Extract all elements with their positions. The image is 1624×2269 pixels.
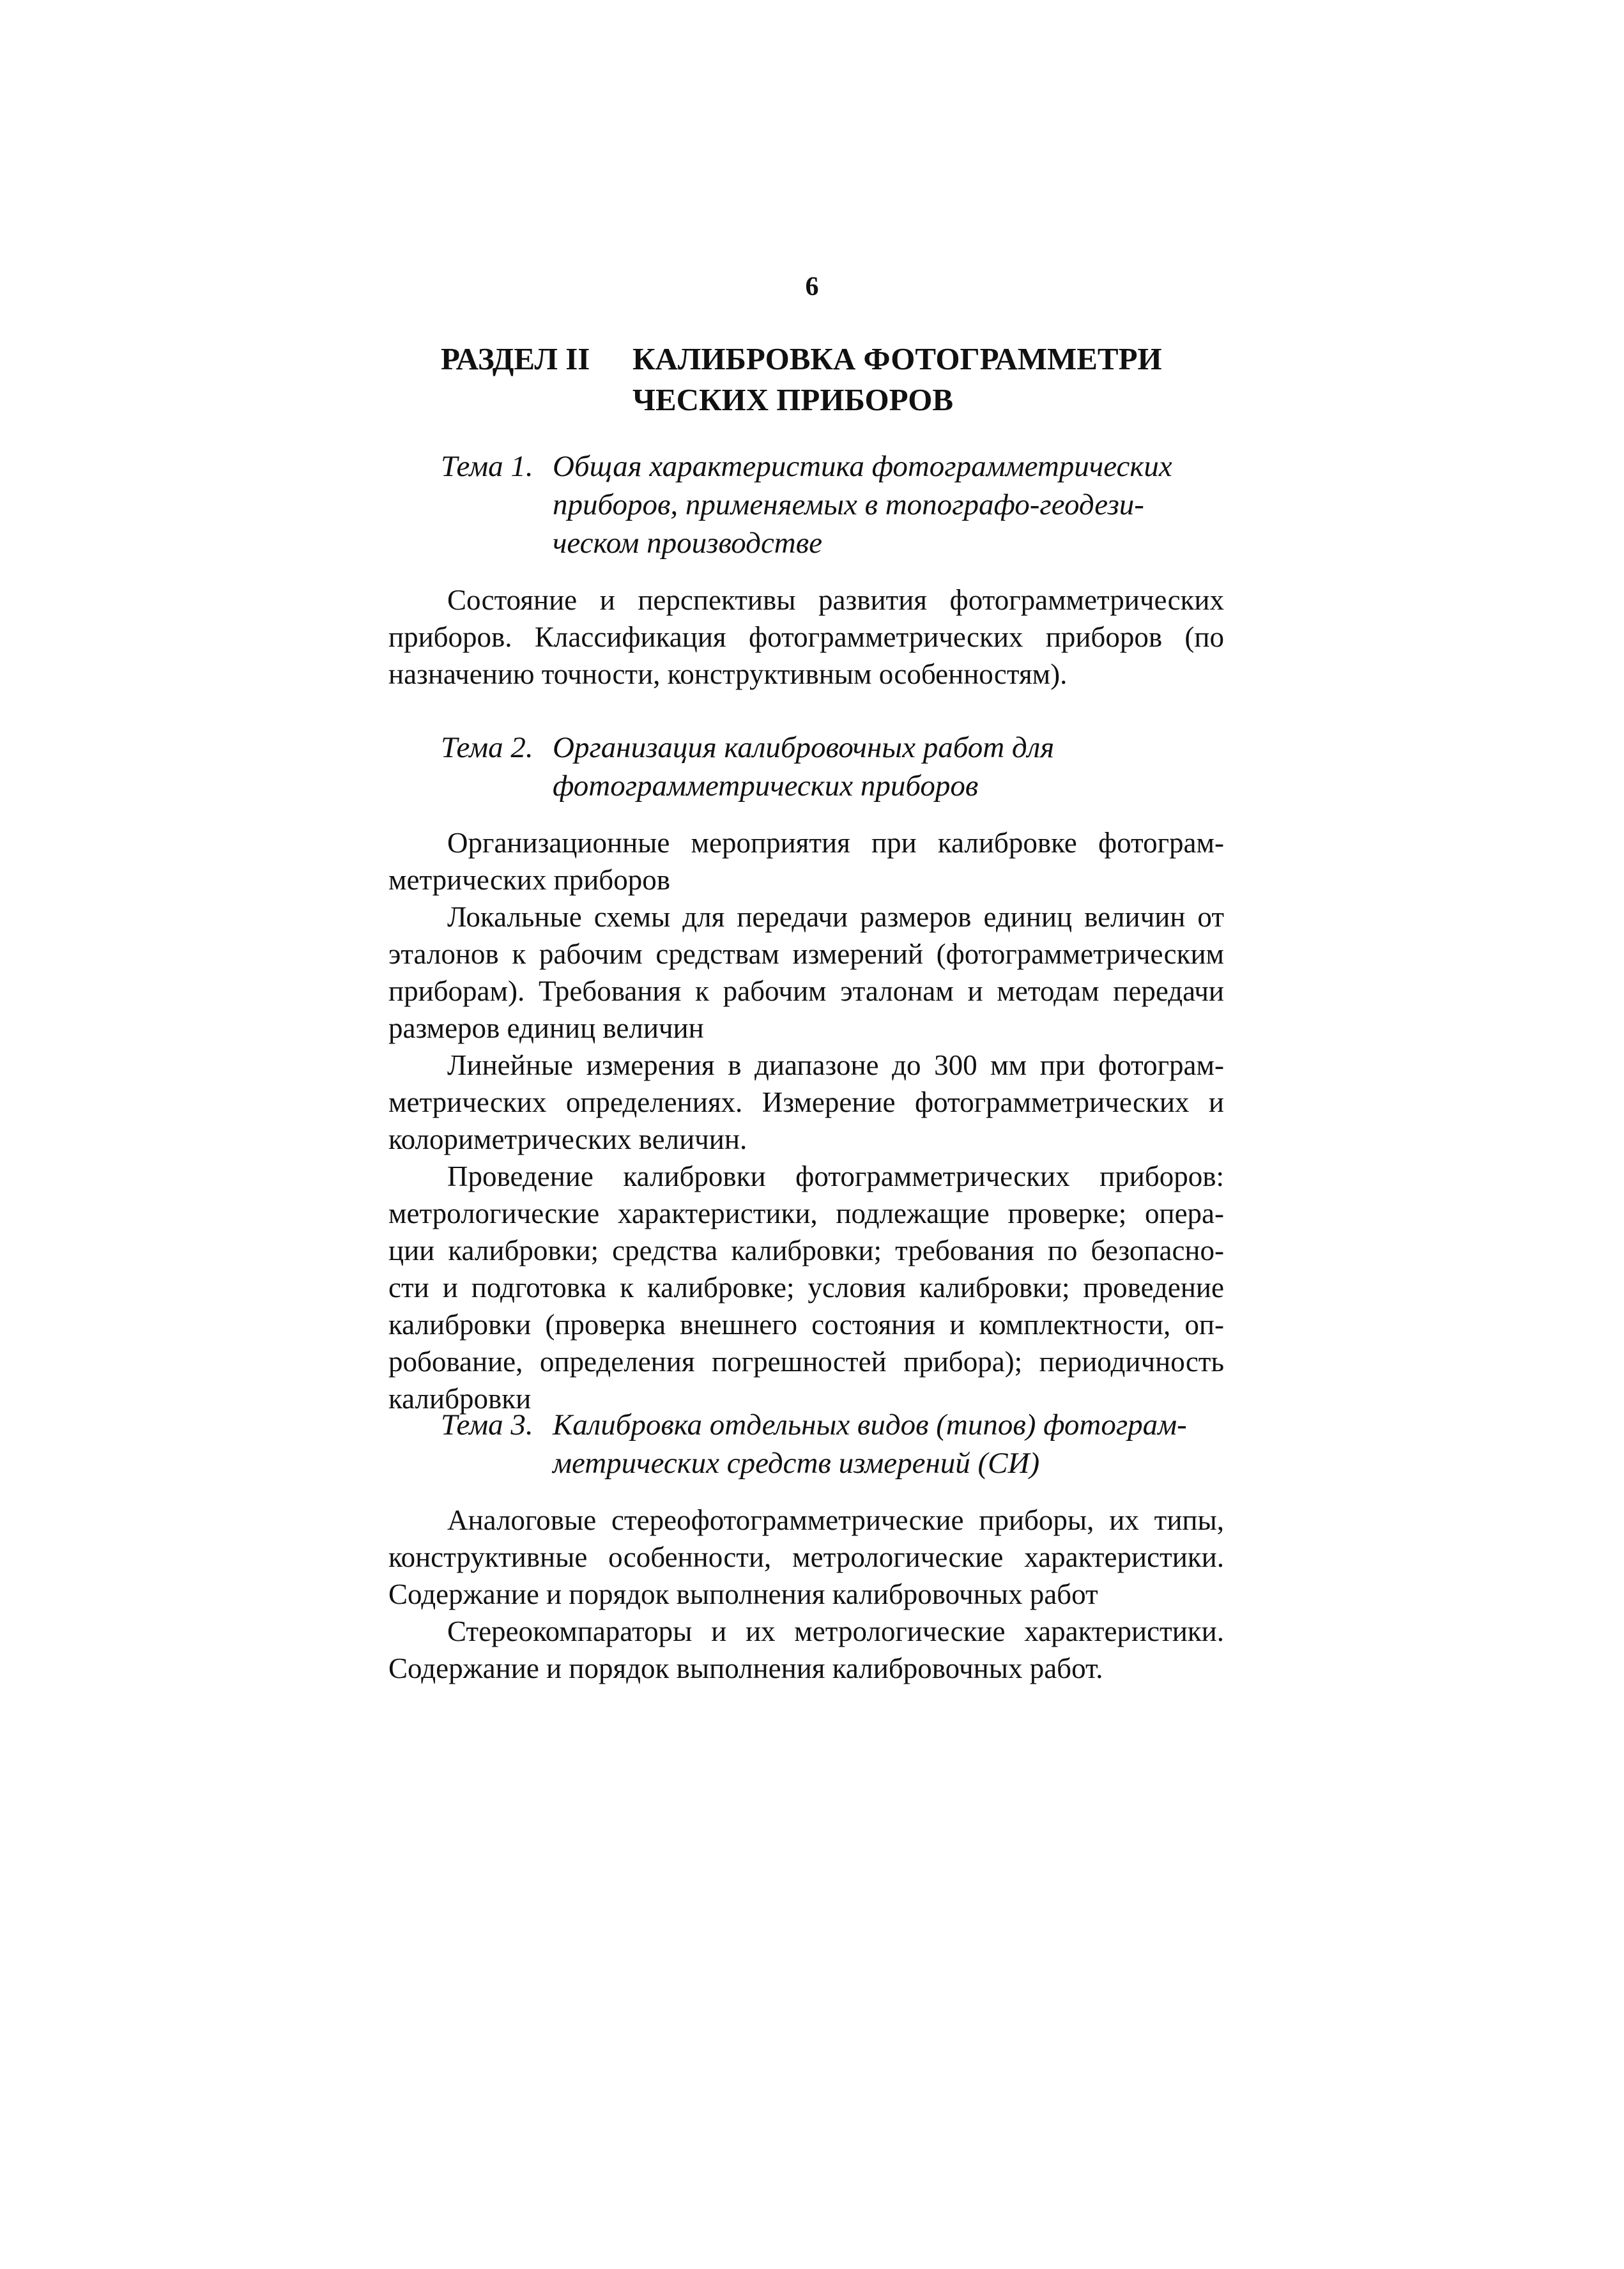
- text-line: Стереокомпараторы и их метрологические характеристики.: [447, 1615, 1224, 1647]
- text-line: назначению точности, конструктивным особенностям).: [388, 658, 1068, 690]
- text-line: Проведение калибровки фотограмметрических приборов:: [447, 1160, 1224, 1192]
- topic-title-line: Калибровка отдельных видов (типов) фотограм-: [553, 1408, 1187, 1442]
- text-line: Локальные схемы для передачи размеров единиц величин от: [447, 901, 1224, 933]
- text-line: ции калибровки; средства калибровки; требования по безопасно-: [388, 1234, 1224, 1266]
- text-line: Состояние и перспективы развития фотограмметрических: [447, 584, 1224, 616]
- topic-title-line: Организация калибровочных работ для: [553, 731, 1055, 764]
- paragraph: [388, 1047, 1224, 1158]
- text-line: калибровки (проверка внешнего состояния и комплектности, оп-: [388, 1309, 1224, 1341]
- text-line: конструктивные особенности, метрологические характеристики.: [388, 1541, 1224, 1573]
- text-line: сти и подготовка к калибровке; условия калибровки; проведение: [388, 1272, 1224, 1304]
- topic-label: Тема 2.: [441, 731, 533, 764]
- paragraph: [388, 1158, 1224, 1417]
- topic-title-line: ческом производстве: [553, 527, 823, 560]
- paragraph: [388, 824, 1224, 898]
- text-line: метрологические характеристики, подлежащие проверке; опера-: [388, 1197, 1224, 1229]
- text-line: калибровки: [388, 1383, 532, 1415]
- paragraph: [388, 898, 1224, 1047]
- topic-title-line: Общая характеристика фотограмметрических: [553, 450, 1172, 483]
- topic-title-line: метрических средств измерений (СИ): [553, 1447, 1040, 1480]
- section-title-line: ЧЕСКИХ ПРИБОРОВ: [632, 382, 954, 417]
- topic-label: Тема 1.: [441, 450, 533, 483]
- topic-body: [388, 581, 1224, 693]
- paragraph: [388, 581, 1224, 693]
- text-line: размеров единиц величин: [388, 1012, 704, 1044]
- section-label: РАЗДЕЛ II: [441, 341, 590, 376]
- topic-title-line: фотограмметрических приборов: [553, 769, 979, 803]
- paragraph: [388, 1613, 1224, 1687]
- text-line: Организационные мероприятия при калибровке фотограм-: [447, 827, 1224, 859]
- text-line: эталонов к рабочим средствам измерений (фотограмметрическим: [388, 938, 1224, 970]
- text-line: колориметрических величин.: [388, 1123, 747, 1155]
- text-line: Содержание и порядок выполнения калибровочных работ.: [388, 1652, 1103, 1684]
- section-title-line: КАЛИБРОВКА ФОТОГРАММЕТРИ: [632, 341, 1162, 376]
- text-line: Содержание и порядок выполнения калибровочных работ: [388, 1578, 1098, 1610]
- topic-body: [388, 824, 1224, 1417]
- text-line: приборам). Требования к рабочим эталонам и методам передачи: [388, 975, 1224, 1007]
- page-number: 6: [805, 272, 819, 302]
- paragraph: [388, 1502, 1224, 1613]
- topic-body: [388, 1502, 1224, 1687]
- text-line: метрических определениях. Измерение фотограмметрических и: [388, 1086, 1224, 1118]
- text-line: робование, определения погрешностей прибора); периодичность: [388, 1346, 1224, 1378]
- topic-label: Тема 3.: [441, 1408, 533, 1442]
- text-line: Аналоговые стереофотограмметрические приборы, их типы,: [447, 1504, 1224, 1536]
- text-line: приборов. Классификация фотограмметрических приборов (по: [388, 621, 1224, 653]
- topic-title-line: приборов, применяемых в топографо-геодези-: [553, 488, 1144, 521]
- text-line: метрических приборов: [388, 864, 670, 896]
- text-line: Линейные измерения в диапазоне до 300 мм при фотограм-: [447, 1049, 1224, 1081]
